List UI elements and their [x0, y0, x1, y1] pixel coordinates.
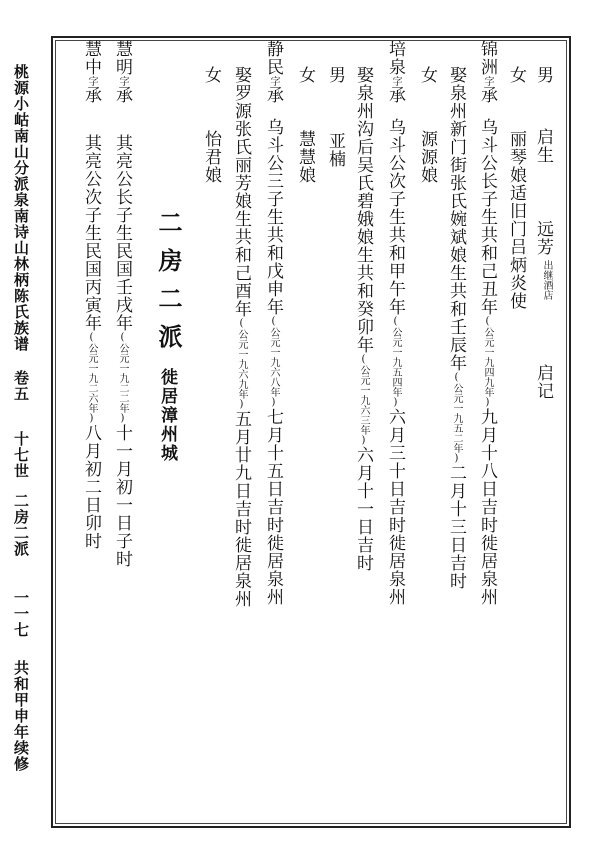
r6-name: 亚楠	[325, 132, 345, 168]
r5-spouse-birth: 娶泉州沟后吴氏碧娥娘生共和癸卯年	[353, 66, 373, 354]
r7-name: 慧慧娘	[295, 130, 315, 184]
r6-gender: 男	[325, 66, 345, 84]
r3-date: 九月十八日吉时徙居泉州	[477, 408, 497, 606]
r4-name: 源源娘	[417, 130, 437, 184]
r3-name: 锦洲	[477, 40, 497, 76]
r5-date: 六月三十日吉时徙居泉州	[385, 408, 405, 606]
r3-spouse-date: 二月十三日吉时	[446, 464, 466, 590]
r5-spouse-ce-year: (公元一九六三年)	[358, 354, 369, 446]
r9-gender: 女	[201, 66, 221, 84]
r11-name: 慧中	[81, 40, 101, 76]
section-heading: 二房二派	[154, 210, 183, 362]
r8-ce-year: (公元一九六八年)	[268, 316, 279, 408]
r10-name: 慧明	[112, 40, 132, 76]
margin-generation: 十七世	[12, 431, 30, 479]
r3-spouse-line	[447, 66, 464, 590]
r1-alias: 远芳	[533, 220, 553, 256]
r8-birth: 乌斗公三子生共和戊申年	[263, 118, 283, 316]
r2-gender: 女	[506, 66, 526, 84]
r5-spouse-date: 六月十一日吉时	[353, 446, 373, 572]
r8-spouse-line	[232, 66, 249, 608]
r10-birth: 其亮公长子生民国壬戌年	[112, 134, 132, 332]
r8-zi: 承	[263, 86, 283, 104]
margin-volume: 卷五	[12, 370, 30, 402]
r11-line	[82, 40, 99, 550]
r1-spouse-line: 丽琴娘适旧门吕炳炎使	[506, 130, 526, 310]
margin-title: 桃源小岵南山分派泉南诗山林柄陈氏族谱	[12, 64, 30, 352]
r5-name: 培泉	[385, 40, 405, 76]
r7-gender: 女	[295, 66, 315, 84]
r11-date: 八月初二日卯时	[81, 424, 101, 550]
r5-ce-year: (公元一九五四年)	[390, 316, 401, 408]
margin-branch: 二房二派	[12, 493, 30, 557]
r10-line	[113, 40, 130, 568]
r8-name: 静民	[263, 40, 283, 76]
r10-zi: 承	[112, 86, 132, 104]
margin-edition: 共和甲申年续修	[12, 660, 30, 772]
r11-birth: 其亮公次子生民国丙寅年	[81, 134, 101, 332]
r8-zi-label: 字	[268, 76, 279, 86]
r10-zi-label: 字	[117, 76, 128, 86]
r4-gender: 女	[417, 66, 437, 84]
r5-birth: 乌斗公次子生共和甲午年	[385, 118, 405, 316]
r3-spouse-birth: 娶泉州新门街张氏婉斌娘生共和壬辰年	[446, 66, 466, 372]
r8-line	[264, 40, 281, 606]
r1-gender: 男	[533, 66, 553, 84]
r1-alias-note: 出继酒店	[541, 260, 552, 300]
r8-spouse-ce-year: (公元一九六九年)	[236, 318, 247, 410]
r3-zi-label: 字	[482, 76, 493, 86]
r1-ancestral-name: 启记	[533, 364, 553, 400]
r3-ce-year: (公元一九四九年)	[482, 316, 493, 408]
r5-zi: 承	[385, 86, 405, 104]
r5-zi-label: 字	[390, 76, 401, 86]
r3-spouse-ce-year: (公元一九五二年)	[451, 372, 462, 464]
r11-ce-year: (公元一九二六年)	[86, 332, 97, 424]
r8-spouse-date: 五月廿九日吉时徙居泉州	[231, 410, 251, 608]
r10-ce-year: (公元一九二二年)	[117, 332, 128, 424]
r8-date: 七月十五日吉时徙居泉州	[263, 408, 283, 606]
r3-birth: 乌斗公长子生共和己丑年	[477, 118, 497, 316]
section-subheading: 徙居漳州城	[157, 368, 177, 463]
r11-zi: 承	[81, 86, 101, 104]
r8-spouse-birth: 娶罗源张氏丽芳娘生共和己酉年	[231, 66, 251, 318]
r3-line	[478, 40, 495, 606]
r9-name: 怡君娘	[201, 130, 221, 184]
margin-page-number: 一一七	[12, 590, 30, 638]
r10-date: 十一月初一日子时	[112, 424, 132, 568]
r11-zi-label: 字	[86, 76, 97, 86]
r1-given-name: 启生	[533, 128, 553, 164]
r3-zi: 承	[477, 86, 497, 104]
r5-spouse-line	[354, 66, 371, 572]
r5-line	[386, 40, 403, 606]
